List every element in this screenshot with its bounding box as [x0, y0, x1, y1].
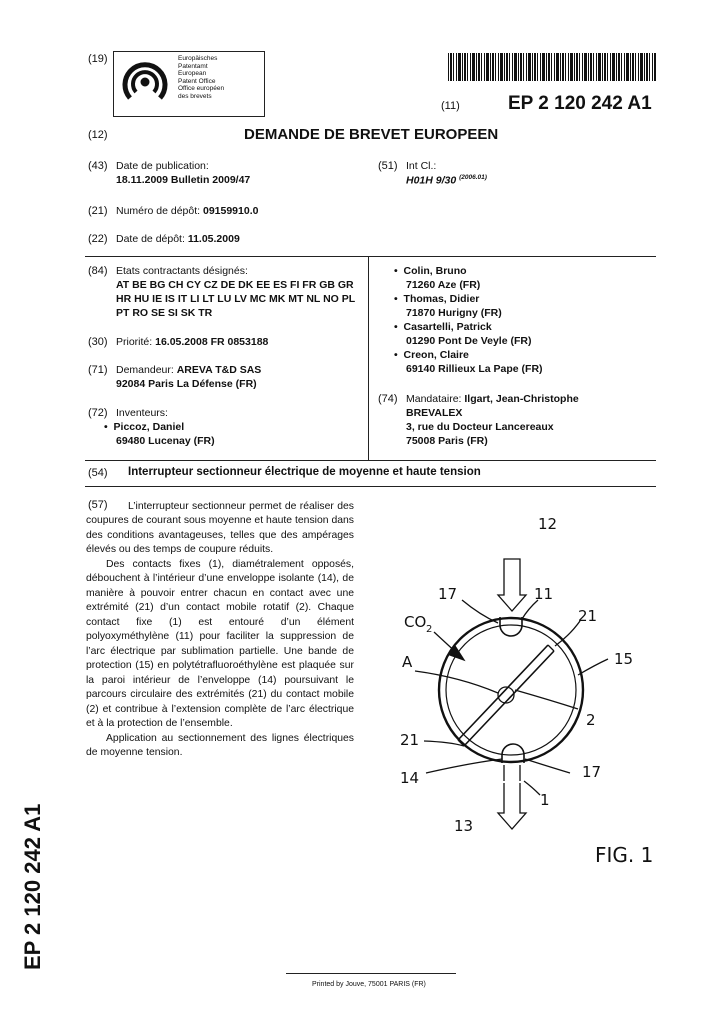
inid-51: (51) [378, 160, 398, 172]
inventor-address: 69140 Rillieux La Pape (FR) [406, 363, 543, 375]
abstract-paragraph: L’interrupteur sectionneur permet de réaliser des coupures de courant sous moyenne et haute tension dans des conditions avantageuses, telles que des ampérages élevés ou des temps de coupure réduits. [86, 500, 354, 555]
ref-21-top: 21 [578, 607, 598, 625]
inventor: • Colin, Bruno [394, 265, 467, 277]
inid-71: (71) [88, 364, 108, 376]
barcode [448, 53, 656, 81]
divider [85, 256, 656, 257]
printer-note: Printed by Jouve, 75001 PARIS (FR) [312, 981, 426, 988]
application-number: Numéro de dépôt: 09159910.0 [116, 205, 259, 217]
representative: Mandataire: Ilgart, Jean-Christophe [406, 393, 579, 405]
designated-states-line: AT BE BG CH CY CZ DE DK EE ES FI FR GB GR [116, 279, 354, 291]
publication-number: EP 2 120 242 A1 [508, 93, 652, 114]
inid-57: (57) [88, 499, 108, 511]
representative-line: 3, rue du Docteur Lancereaux [406, 421, 554, 433]
ref-co: CO [404, 613, 427, 631]
inventor: • Piccoz, Daniel [104, 421, 185, 433]
abstract-paragraph: Application au sectionnement des lignes électriques de moyenne tension. [86, 732, 354, 758]
inid-84: (84) [88, 265, 108, 277]
ref-15: 15 [614, 650, 634, 668]
inid-54: (54) [88, 467, 108, 479]
applicant-address: 92084 Paris La Défense (FR) [116, 378, 257, 390]
filing-date: Date de dépôt: 11.05.2009 [116, 233, 240, 245]
inventor: • Creon, Claire [394, 349, 469, 361]
side-publication-number: EP 2 120 242 A1 [20, 803, 45, 970]
ref-11: 11 [534, 585, 554, 603]
divider [85, 486, 656, 487]
ref-17-top: 17 [438, 585, 458, 603]
publication-date-label: Date de publication: [116, 160, 209, 172]
inid-72: (72) [88, 407, 108, 419]
epo-logo [113, 51, 265, 117]
inventor-address: 71260 Aze (FR) [406, 279, 481, 291]
int-cl-label: Int Cl.: [406, 160, 437, 172]
inventor-address: 01290 Pont De Veyle (FR) [406, 335, 532, 347]
inventor: • Casartelli, Patrick [394, 321, 492, 333]
inventors-label: Inventeurs: [116, 407, 168, 419]
ref-1: 1 [540, 791, 550, 809]
priority: Priorité: 16.05.2008 FR 0853188 [116, 336, 269, 348]
ref-13: 13 [454, 817, 474, 835]
invention-title: Interrupteur sectionneur électrique de moyenne et haute tension [128, 466, 481, 478]
inid-30: (30) [88, 336, 108, 348]
ref-A: A [402, 653, 413, 671]
inid-12: (12) [88, 129, 108, 141]
column-divider [368, 257, 369, 460]
representative-line: BREVALEX [406, 407, 463, 419]
epo-logo-icon [116, 52, 176, 114]
int-cl-value: H01H 9/30 $^{(2006.01)}$ [406, 174, 487, 187]
footer-rule [286, 973, 456, 974]
figure-caption: FIG. 1 [595, 843, 654, 867]
inid-19: (19) [88, 53, 108, 65]
inid-74: (74) [378, 393, 398, 405]
ref-2: 2 [586, 711, 596, 729]
ref-12: 12 [538, 515, 558, 533]
publication-date: 18.11.2009 Bulletin 2009/47 [116, 174, 251, 186]
designated-states-label: Etats contractants désignés: [116, 265, 248, 277]
ref-14: 14 [400, 769, 420, 787]
inid-43: (43) [88, 160, 108, 172]
inid-22: (22) [88, 233, 108, 245]
designated-states-line: HR HU IE IS IT LI LT LU LV MC MK MT NL NO PL [116, 293, 356, 305]
inid-21: (21) [88, 205, 108, 217]
inventor-address: 71870 Hurigny (FR) [406, 307, 502, 319]
inid-11: (11) [441, 100, 460, 112]
inventor: • Thomas, Didier [394, 293, 480, 305]
designated-states-line: PT RO SE SI SK TR [116, 307, 213, 319]
office-names: Europäisches Patentamt European Patent Office Office européen des brevets [178, 55, 225, 100]
applicant: Demandeur: AREVA T&D SAS [116, 364, 262, 376]
abstract-paragraph: Des contacts fixes (1), diamétralement opposés, débouchent à l’intérieur d’une enveloppe isolante (14), de manière à pouvoir entrer chacun en contact avec une extrémité (21) d’un contact mobile rotatif (2). Chaque contact fixe (1) est entouré d’un élément polyoxyméthylène (11) pour faciliter la suppression de l’arc électrique par sublimation partielle. Une bande de protection (15) en polytétrafluoroéthylène est plaquée sur la paroi intérieur de l’enveloppe (14) poursuivant le parcours circulaire des extrémités (21) du contact mobile (2) et contribue à l’extension complète de l’arc électrique et à la protection de l’ensemble. [86, 558, 354, 729]
ref-21-bottom: 21 [400, 731, 420, 749]
ref-co-subscript: 2 [426, 624, 433, 635]
figure-1-drawing [380, 505, 680, 875]
inventor-address: 69480 Lucenay (FR) [116, 435, 215, 447]
document-type: DEMANDE DE BREVET EUROPEEN [244, 126, 499, 143]
ref-17-bottom: 17 [582, 763, 602, 781]
divider [85, 460, 656, 461]
representative-line: 75008 Paris (FR) [406, 435, 488, 447]
